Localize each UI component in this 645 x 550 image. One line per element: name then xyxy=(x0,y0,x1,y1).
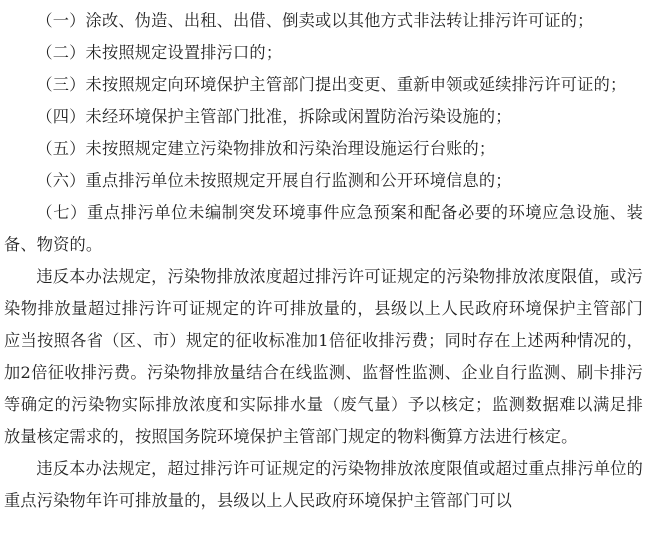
list-item-4: （四）未经环境保护主管部门批准，拆除或闲置防治污染设施的； xyxy=(36,107,512,126)
list-item-1: （一）涂改、伪造、出租、出借、倒卖或以其他方式非法转让排污许可证的； xyxy=(36,11,594,30)
paragraph-fee-provision: 违反本办法规定，污染物排放浓度超过排污许可证规定的污染物排放浓度限值，或污染物排放量超过排污许可证规定的许可排放量的，县级以上人民政府环境保护主管部门应当按照各省（区、市）规定的征收标准加1倍征收排污费；同时存在上述两种情况的，加2倍征收排污费。污染物排放量结合在线监测、监督性监测、企业自行监测、刷卡排污等确定的污染物实际排放浓度和实际排水量（废气量）予以核定；监测数据难以满足排放量核定需求的，按照国务院环境保护主管部门规定的物料衡算方法进行核定。 xyxy=(4,267,643,446)
list-item-3: （三）未按照规定向环境保护主管部门提出变更、重新申领或延续排污许可证的； xyxy=(36,75,627,94)
paragraph-penalty-provision: 违反本办法规定，超过排污许可证规定的污染物排放浓度限值或超过重点排污单位的重点污染物年许可排放量的，县级以上人民政府环境保护主管部门可以 xyxy=(4,459,643,510)
list-item-6: （六）重点排污单位未按照规定开展自行监测和公开环境信息的； xyxy=(36,171,512,190)
list-item-7: （七）重点排污单位未编制突发环境事件应急预案和配备必要的环境应急设施、装备、物资的。 xyxy=(4,203,643,254)
list-item-5: （五）未按照规定建立污染物排放和污染治理设施运行台账的； xyxy=(36,139,496,158)
list-item-2: （二）未按照规定设置排污口的； xyxy=(36,43,283,62)
